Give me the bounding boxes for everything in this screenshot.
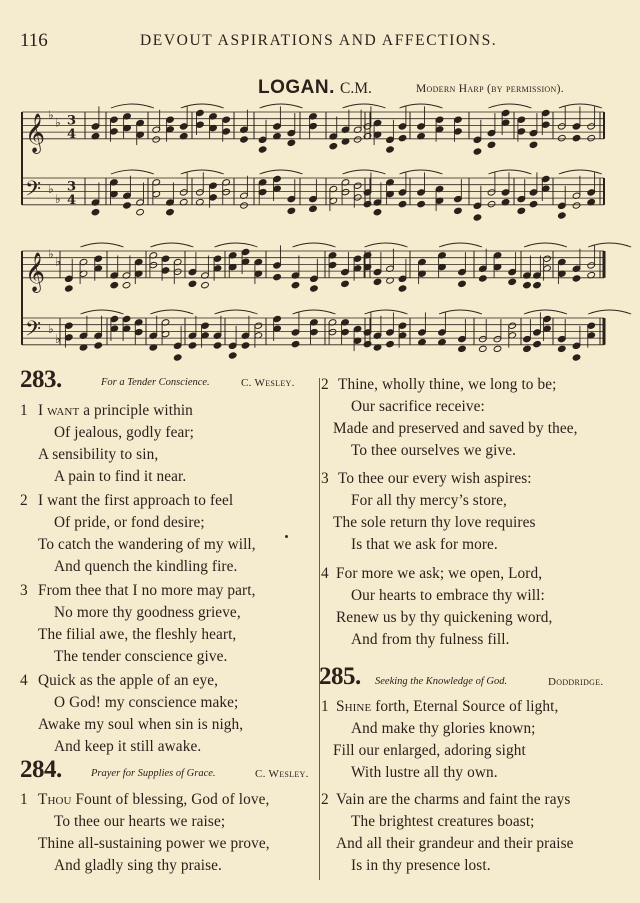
note-head	[587, 134, 596, 141]
flat-sign: ♭	[48, 322, 54, 337]
verse-number: 1	[20, 791, 28, 808]
slur	[150, 310, 193, 314]
verse-number: 2	[20, 492, 28, 509]
note-head	[291, 281, 300, 288]
note-head	[529, 141, 538, 148]
slur	[343, 170, 386, 174]
note-head	[487, 141, 496, 148]
slur	[215, 243, 258, 247]
note-head	[123, 202, 132, 209]
time-signature-bottom: 4	[67, 192, 77, 208]
note-head	[188, 342, 197, 349]
note-head	[508, 278, 517, 285]
note-head	[373, 278, 382, 285]
time-signature-top: 3	[67, 179, 77, 195]
note-head	[287, 139, 296, 146]
slur	[215, 310, 258, 314]
verse-line: Of jealous, godly fear;	[54, 424, 194, 441]
verse-line: For all thy mercy’s store,	[351, 492, 507, 509]
time-signature-bottom: 4	[67, 126, 77, 142]
tune-name: LOGAN.	[258, 77, 335, 98]
flat-sign: ♭	[55, 254, 61, 269]
verse-line: And quench the kindling fire.	[54, 558, 238, 575]
note-head	[473, 214, 482, 221]
note-head	[493, 345, 502, 352]
treble-clef: 𝄞	[25, 112, 46, 153]
slur	[260, 170, 303, 174]
music-score	[0, 0, 640, 380]
column-divider	[319, 378, 320, 880]
note-head	[558, 212, 567, 219]
flat-sign: ♭	[55, 332, 61, 347]
verse-first-line: Fount of blessing, God of love,	[71, 791, 270, 808]
note-head	[94, 342, 103, 349]
note-head	[309, 205, 318, 212]
note-head	[122, 281, 131, 288]
note-head	[91, 208, 100, 215]
verse-number: 1	[321, 698, 329, 715]
note-head	[65, 285, 74, 292]
verse-line: And all their grandeur and their praise	[336, 835, 574, 852]
tune-source: Modern Harp (by permission).	[416, 83, 564, 95]
note-head	[188, 280, 197, 287]
slur	[524, 310, 567, 314]
verse-line: To thee our every wish aspires:	[338, 470, 532, 487]
verse-line	[336, 698, 558, 716]
flat-sign: ♭	[48, 182, 54, 197]
note-head	[201, 281, 210, 288]
slur	[343, 104, 386, 108]
page-number: 116	[20, 30, 48, 51]
note-head	[341, 280, 350, 287]
verse-number: 4	[20, 672, 28, 689]
verse-line: Made and preserved and saved by thee,	[333, 420, 578, 437]
note-head	[110, 281, 119, 288]
verse-line: To catch the wandering of my will,	[38, 536, 256, 553]
note-head	[533, 340, 542, 347]
verse-line: A pain to find it near.	[54, 468, 187, 485]
hymn-number: 283.	[20, 366, 62, 393]
verse-line: Renew us by thy quickening word,	[336, 609, 553, 626]
note-head	[454, 207, 463, 214]
flat-sign: ♭	[55, 115, 61, 130]
verse-line	[38, 402, 193, 420]
verse-line: The brightest creatures boast;	[351, 813, 535, 830]
slur	[150, 243, 193, 247]
verse-first-line: a principle within	[79, 402, 193, 419]
verse-initial-caps: Thou	[38, 791, 72, 808]
verse-first-line: forth, Eternal Source of light,	[371, 698, 559, 715]
tune-meter: C.M.	[340, 80, 372, 97]
bass-clef: 𝄢	[25, 176, 42, 206]
verse-line: With lustre all thy own.	[351, 764, 498, 781]
slur	[559, 170, 602, 174]
note-head	[523, 345, 532, 352]
verse-line: Quick as the apple of an eye,	[38, 672, 219, 689]
note-head	[398, 200, 407, 207]
verse-line: Thine all-sustaining power we prove,	[38, 835, 270, 852]
verse-number: 2	[321, 791, 329, 808]
verse-initial-caps: Shine	[336, 698, 372, 715]
note-head	[473, 148, 482, 155]
slur	[111, 170, 154, 174]
slur	[81, 310, 124, 314]
treble-clef: 𝄞	[25, 251, 46, 292]
verse-line	[38, 791, 269, 809]
note-head	[533, 281, 542, 288]
note-head	[479, 275, 488, 282]
running-head: DEVOUT ASPIRATIONS AND AFFECTIONS.	[140, 32, 498, 49]
note-head	[417, 200, 426, 207]
note-head	[228, 352, 237, 359]
slur	[439, 243, 482, 247]
hymn-author: Doddridge.	[548, 676, 604, 688]
verse-number: 4	[321, 565, 329, 582]
flat-sign: ♭	[48, 247, 54, 261]
note-head	[240, 136, 249, 143]
note-head	[386, 340, 395, 347]
verse-line: Fill our enlarged, adoring sight	[333, 742, 526, 759]
verse-line: And gladly sing thy praise.	[54, 857, 222, 874]
note-head	[273, 273, 282, 280]
note-head	[572, 202, 581, 209]
hymn-author: C. Wesley.	[241, 377, 295, 389]
note-head	[310, 285, 319, 292]
verse-number: 2	[321, 376, 329, 393]
verse-line: Of pride, or fond desire;	[54, 514, 205, 531]
verse-line: To thee our hearts we raise;	[54, 813, 226, 830]
verse-number: 3	[321, 470, 329, 487]
note-head	[458, 280, 467, 287]
slur	[588, 310, 631, 314]
slur	[260, 104, 303, 108]
note-head	[529, 200, 538, 207]
hymn-title: Seeking the Knowledge of God.	[375, 676, 508, 687]
hymn-number: 285.	[319, 663, 361, 690]
note-head	[287, 207, 296, 214]
slur	[111, 104, 154, 108]
verse-line: Is in thy presence lost.	[351, 857, 491, 874]
verse-number: 3	[20, 582, 28, 599]
note-head	[373, 208, 382, 215]
verse-line: To thee ourselves we give.	[351, 442, 517, 459]
verse-line: O God! my conscience make;	[54, 694, 239, 711]
note-head	[517, 207, 526, 214]
bass-clef: 𝄢	[25, 316, 42, 346]
hymn-title: Prayer for Supplies of Grace.	[91, 768, 216, 779]
verse-line: Our hearts to embrace thy will:	[351, 587, 545, 604]
note-head	[398, 285, 407, 292]
note-head	[213, 342, 222, 349]
verse-line: A sensibility to sin,	[38, 446, 159, 463]
hymn-number: 284.	[20, 756, 62, 783]
note-head	[572, 275, 581, 282]
note-head	[240, 202, 249, 209]
note-head	[173, 354, 182, 361]
verse-line: The tender conscience give.	[54, 648, 228, 665]
note-head	[136, 208, 145, 215]
verse-line: The filial awe, the fleshly heart,	[38, 626, 237, 643]
verse-line: And make thy glories known;	[351, 720, 536, 737]
note-head	[572, 354, 581, 361]
verse-line: I want the first approach to feel	[38, 492, 234, 509]
note-head	[558, 134, 567, 141]
note-head	[558, 345, 567, 352]
verse-line: From thee that I no more may part,	[38, 582, 256, 599]
slur	[365, 243, 408, 247]
verse-line: Vain are the charms and faint the rays	[336, 791, 571, 808]
note-head	[386, 146, 395, 153]
verse-line: For more we ask; we open, Lord,	[336, 565, 543, 582]
verse-line: Awake my soul when sin is nigh,	[38, 716, 244, 733]
verse-line: The sole return thy love requires	[333, 514, 536, 531]
verse-line: No more thy goodness grieve,	[54, 604, 241, 621]
note-head	[458, 345, 467, 352]
slur	[524, 243, 567, 247]
note-head	[241, 342, 250, 349]
note-head	[487, 200, 496, 207]
note-head	[329, 142, 338, 149]
hymn-author: C. Wesley.	[255, 768, 309, 780]
note-head	[479, 345, 488, 352]
flat-sign: ♭	[55, 192, 61, 207]
verse-line: Thine, wholly thine, we long to be;	[338, 376, 557, 393]
note-head	[572, 134, 581, 141]
verse-line: Is that we ask for more.	[351, 536, 498, 553]
note-head	[291, 340, 300, 347]
verse-line: And keep it still awake.	[54, 738, 202, 755]
verse-number: 1	[20, 402, 28, 419]
note-head	[523, 281, 532, 288]
slur	[81, 243, 124, 247]
note-head	[258, 146, 267, 153]
note-head	[166, 208, 175, 215]
hymn-title: For a Tender Conscience.	[101, 377, 210, 388]
note-head	[152, 136, 161, 143]
flat-sign: ♭	[48, 108, 54, 122]
time-signature-top: 3	[67, 113, 77, 129]
slur	[489, 104, 532, 108]
note-head	[398, 134, 407, 141]
verse-initial-caps: I want	[38, 402, 80, 419]
verse-line: Our sacrifice receive:	[351, 398, 485, 415]
slur	[293, 243, 336, 247]
stray-mark	[285, 535, 288, 538]
note-head	[353, 136, 362, 143]
verse-line: And from thy fulness fill.	[351, 631, 510, 648]
